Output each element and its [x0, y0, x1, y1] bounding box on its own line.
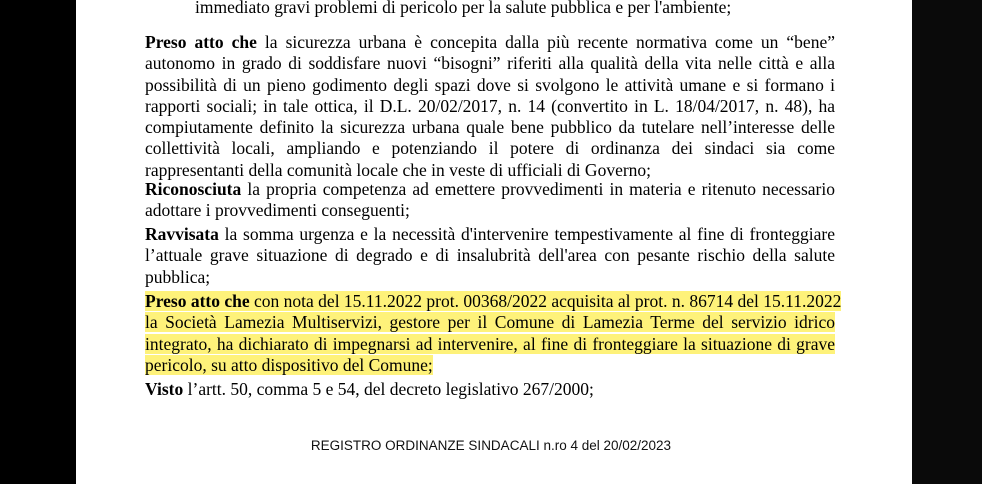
para4-text-1: con nota del 15.11.2022 prot. 00368/2022 acquisita al prot. n. 86714 del 15.11.2022 — [249, 291, 842, 311]
highlight-4: pericolo, su atto dispositivo del Comune; — [145, 354, 433, 375]
para5-line-1 — [145, 379, 835, 400]
para5-text-1: l’artt. 50, comma 5 e 54, del decreto legislativo 267/2000; — [183, 379, 594, 399]
para3-lead: Ravvisata — [145, 224, 219, 244]
para3-text-1: la somma urgenza e la necessità d'intervenire tempestivamente al fine di fronteggiare — [218, 224, 835, 244]
para1-line-6: collettività locali, ampliando e potenziando il potere di ordinanza dei sindaci sia come — [145, 138, 835, 159]
para4-line-3 — [145, 334, 835, 355]
para2-text-1: la propria competenza ad emettere provvedimenti in materia e ritenuto necessario — [241, 179, 835, 199]
page-footer-registro: REGISTRO ORDINANZE SINDACALI n.ro 4 del 20/02/2023 — [310, 438, 672, 453]
para2-lead: Riconosciuta — [145, 179, 242, 199]
top-fragment-line: immediato gravi problemi di pericolo per la salute pubblica e per l'ambiente; — [195, 0, 732, 17]
para2-line-1 — [145, 179, 835, 200]
highlight-2: la Società Lamezia Multiservizi, gestore per il Comune di Lamezia Terme del servizio idrico — [145, 312, 835, 333]
top-fragment — [195, 0, 835, 18]
para1-line-4: rapporti sociali; in tale ottica, il D.L. 20/02/2017, n. 14 (convertito in L. 18/04/2017, n. 48), ha — [145, 95, 835, 116]
para3-line-1 — [145, 224, 835, 245]
paragraph-preso-atto-nota — [145, 291, 842, 376]
viewer-background — [912, 0, 982, 484]
para1-line-2: autonomo in grado di soddisfare nuovi “bisogni” riferiti alla qualità della vita nelle città e alla — [145, 53, 835, 74]
para3-line-2: l’attuale grave situazione di degrado e di insalubrità dell'area con pesante rischio della salute — [145, 245, 835, 266]
highlight-1 — [145, 291, 841, 311]
para1-line-1 — [145, 32, 835, 53]
para4-lead: Preso atto che — [145, 291, 250, 311]
para4-line-2 — [145, 312, 835, 333]
paragraph-visto — [145, 379, 835, 400]
paragraph-ravvisata — [145, 224, 835, 288]
para1-text-1: la sicurezza urbana è concepita dalla più recente normativa come un “bene” — [256, 32, 835, 52]
para1-line-5: compiutamente definito la sicurezza urbana quale bene pubblico da tutelare nell’interesse delle — [145, 117, 835, 138]
para5-lead: Visto — [145, 379, 184, 399]
para3-line-3: pubblica; — [145, 266, 211, 287]
para2-line-2: adottare i provvedimenti conseguenti; — [145, 200, 410, 221]
paragraph-riconosciuta — [145, 179, 835, 222]
para1-lead: Preso atto che — [145, 32, 257, 52]
para4-line-1 — [145, 291, 842, 312]
highlight-3: integrato, ha dichiarato di impegnarsi ad intervenire, al fine di fronteggiare la situazione di grave — [145, 333, 835, 354]
para1-line-3: possibilità di un pieno godimento degli spazi dove si svolgono le attività umane e si formano i — [145, 74, 835, 95]
para4-line-4 — [145, 355, 835, 376]
para1-line-7: rappresentanti della comunità locale che in veste di ufficiali di Governo; — [145, 159, 652, 180]
paragraph-preso-atto-sicurezza — [145, 32, 835, 181]
